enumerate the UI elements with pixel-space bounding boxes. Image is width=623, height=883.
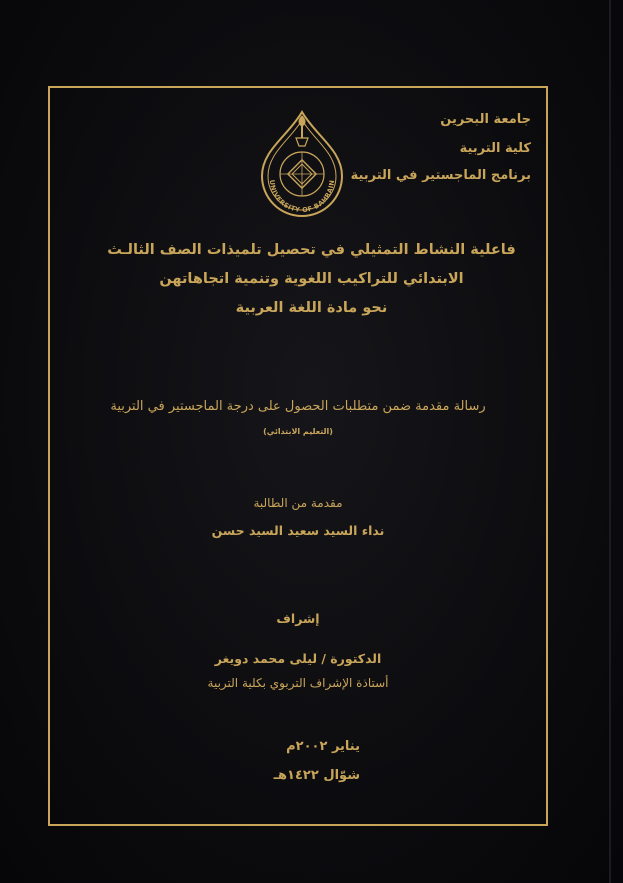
university-name: جامعة البحرين: [440, 112, 531, 127]
supervision-label: إشراف: [276, 611, 320, 626]
program-name: برنامج الماجستير في التربية: [350, 168, 531, 183]
svg-text:UNIVERSITY OF BAHRAIN: UNIVERSITY OF BAHRAIN: [267, 179, 337, 215]
college-name: كلية التربية: [459, 141, 531, 156]
thesis-statement: رسالة مقدمة ضمن متطلبات الحصول على درجة الماجستير في التربية: [110, 399, 486, 414]
supervisor-position: أستاذة الإشراف التربوي بكلية التربية: [207, 676, 389, 690]
university-seal-icon: [256, 108, 348, 218]
supervisor-name: الدكتورة / ليلى محمد دويغر: [214, 651, 382, 666]
author-label: مقدمة من الطالبة: [253, 496, 343, 510]
author-name: نداء السيد سعيد السيد حسن: [211, 523, 385, 538]
thesis-title-line-2: الابتدائي للتراكيب اللغوية وتنمية اتجاهاتهن: [159, 271, 464, 287]
spine-edge: [609, 0, 611, 883]
hijri-date: شوّال ١٤٢٢هـ: [273, 768, 360, 783]
thesis-title-line-3: نحو مادة اللغة العربية: [235, 300, 388, 316]
thesis-title-line-1: فاعلية النشاط التمثيلي في تحصيل تلميذات الصف الثالـث: [107, 242, 516, 258]
thesis-specialization: (التعليم الابتدائي): [263, 427, 333, 436]
gregorian-date: يناير ٢٠٠٢م: [286, 739, 360, 754]
